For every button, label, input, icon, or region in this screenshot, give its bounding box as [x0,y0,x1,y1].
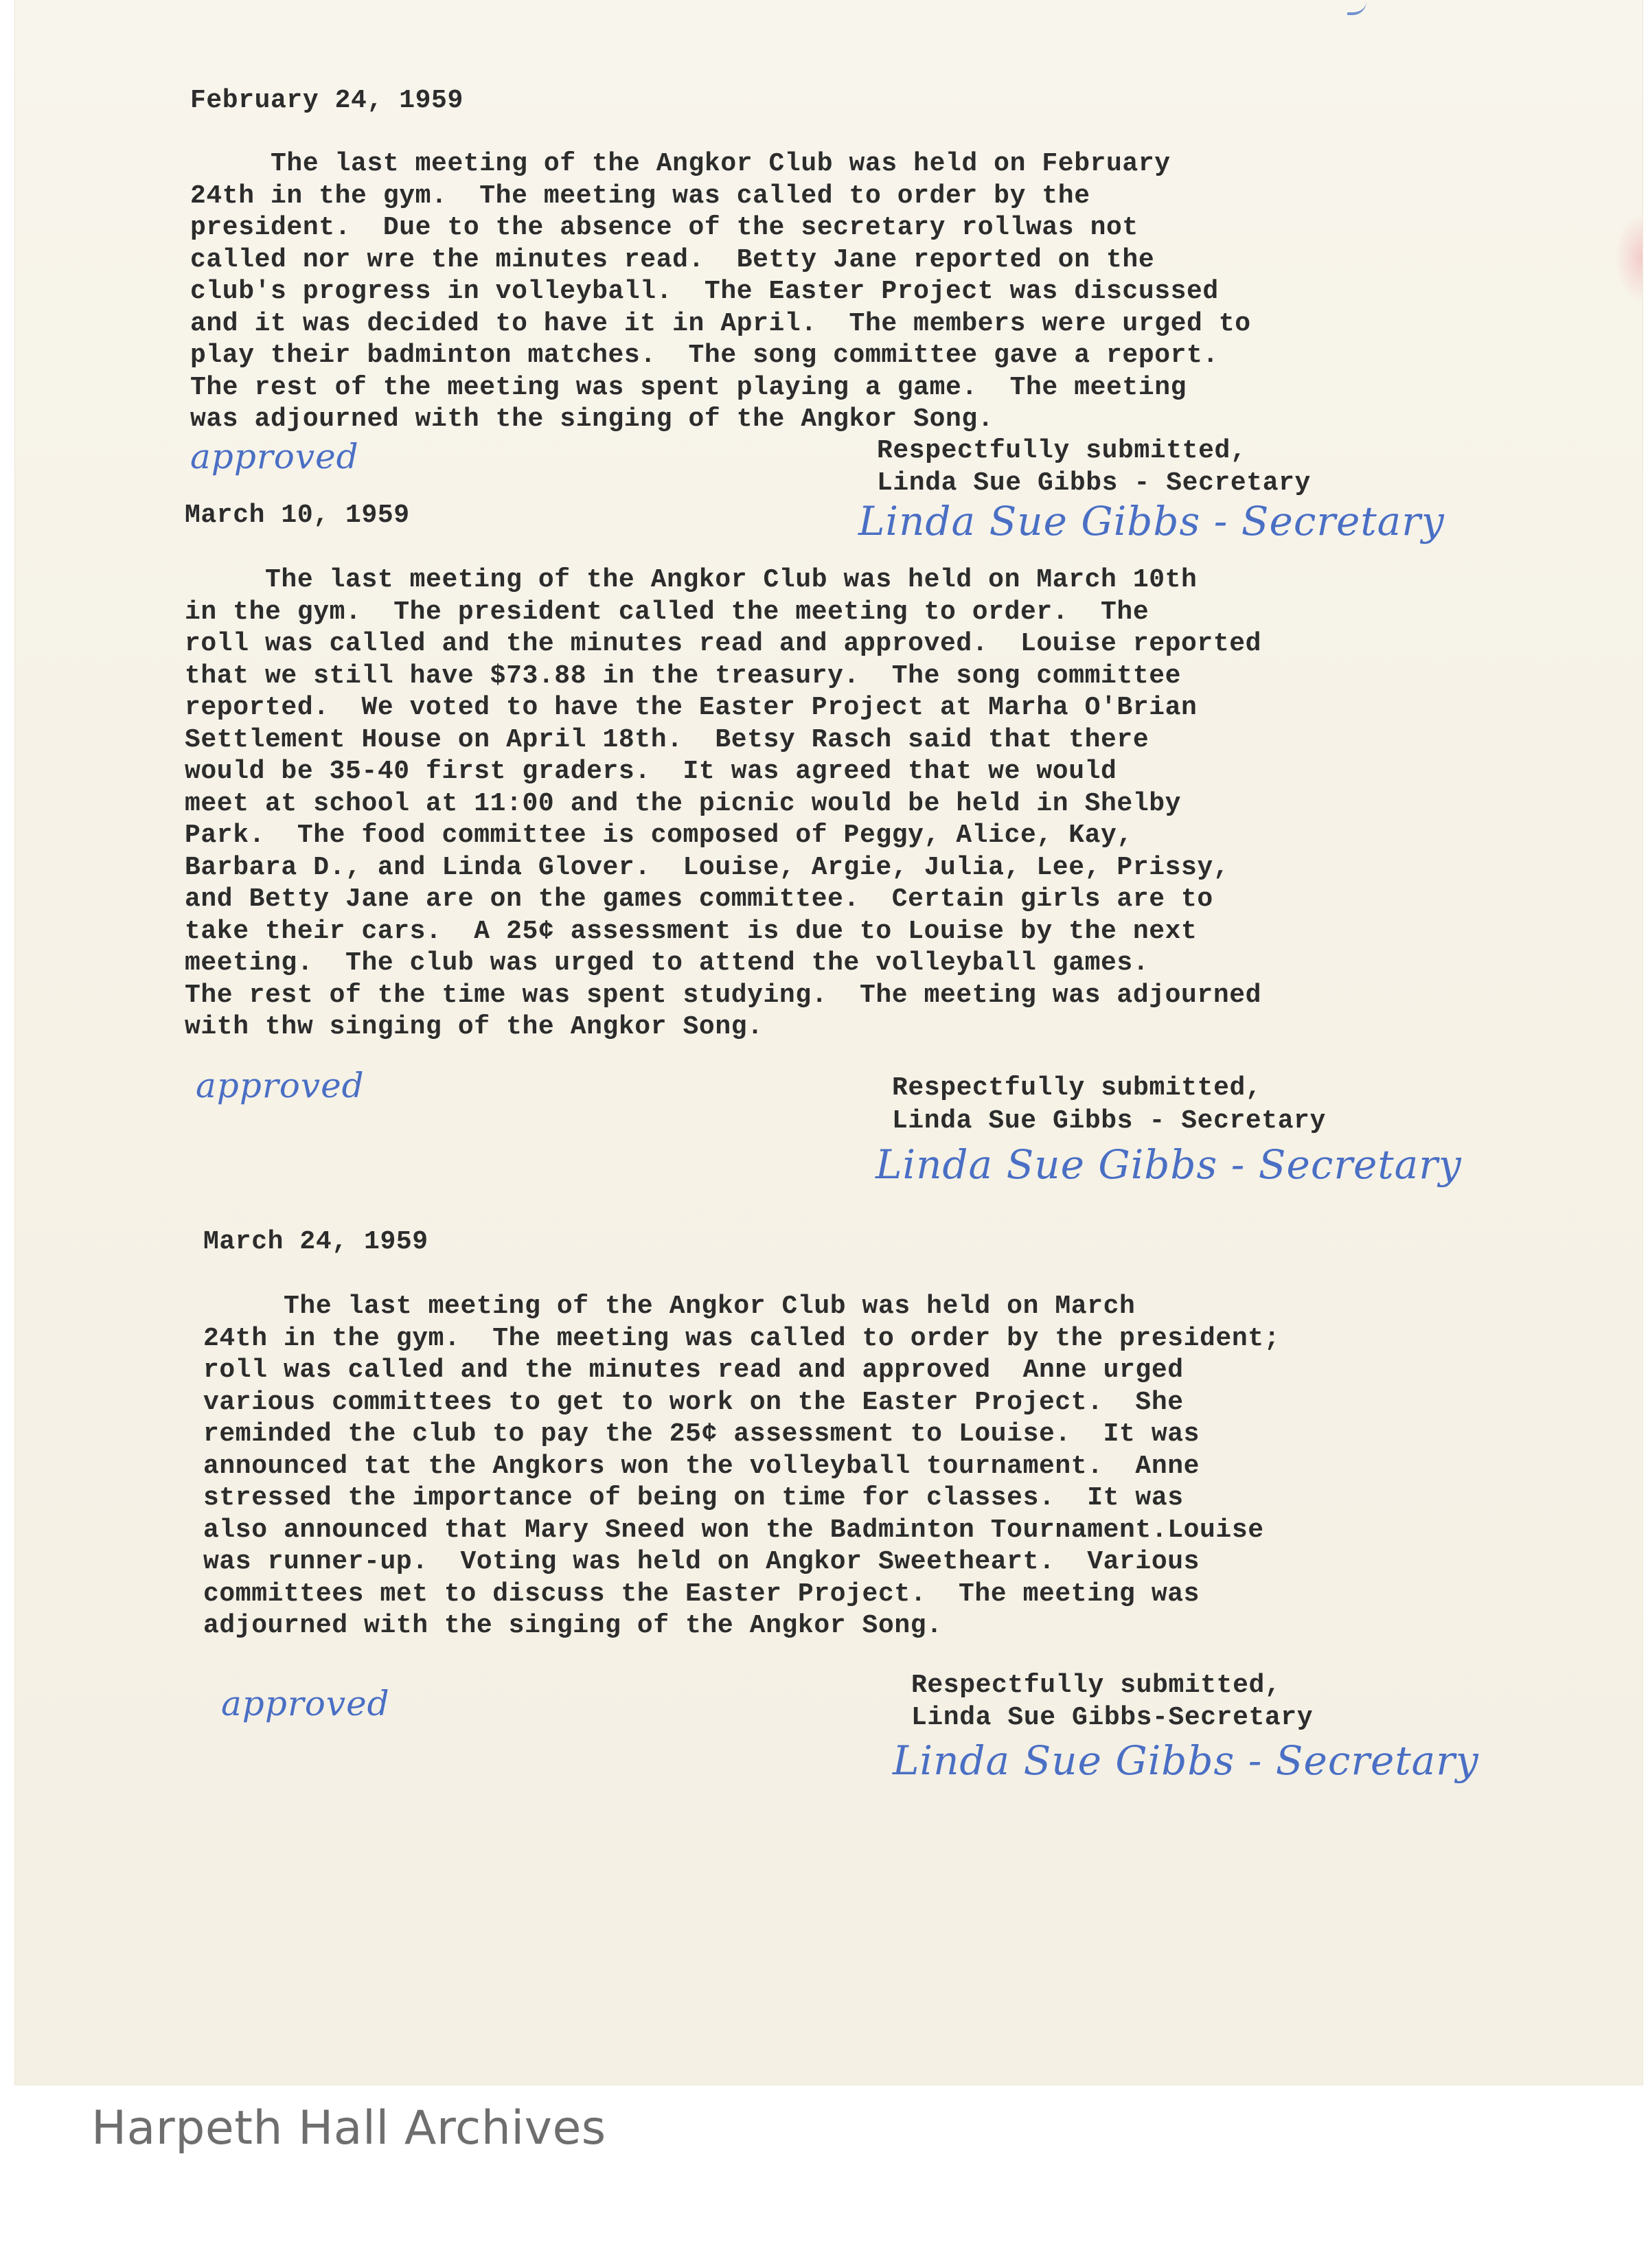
archive-footer: Harpeth Hall Archives [91,2101,606,2155]
handwritten-signature: Linda Sue Gibbs - Secretary [893,1737,1479,1784]
paper-stain [1615,213,1643,302]
body-line: meet at school at 11:00 and the picnic would be held in Shelby [185,788,1182,818]
body-line: with thw singing of the Angkor Song. [185,1012,764,1042]
body-line: adjourned with the singing of the Angkor Song. [203,1611,943,1640]
body-line: various committees to get to work on the Easter Project. She [203,1387,1184,1417]
body-line: reminded the club to pay the 25¢ assessment to Louise. It was [203,1419,1200,1449]
closing-line: Respectfully submitted, [892,1073,1262,1103]
handwritten-signature: Linda Sue Gibbs - Secretary [858,498,1445,545]
entry-date: March 10, 1959 [185,501,410,530]
body-line: reported. We voted to have the Easter Project at Marha O'Brian [185,693,1198,722]
body-line: club's progress in volleyball. The Easter Project was discussed [190,277,1219,306]
typed-signature: Linda Sue Gibbs-Secretary [911,1703,1314,1732]
body-line: 24th in the gym. The meeting was called to order by the [190,181,1090,211]
entry-date: March 24, 1959 [203,1227,428,1257]
handwritten-approval: approved [196,1066,365,1106]
body-line: The last meeting of the Angkor Club was held on March [203,1292,1136,1321]
body-line: was runner-up. Voting was held on Angkor Sweetheart. Various [203,1547,1200,1577]
body-line: announced tat the Angkors won the volleyball tournament. Anne [203,1451,1200,1481]
body-line: take their cars. A 25¢ assessment is due to Louise by the next [185,916,1198,946]
entry-date: February 24, 1959 [190,86,464,115]
entry-body [190,148,1251,436]
body-line: committees met to discuss the Easter Project. The meeting was [203,1579,1200,1609]
ink-mark [1347,0,1366,15]
body-line: and it was decided to have it in April. The members were urged to [190,308,1251,339]
body-line: in the gym. The president called the meeting to order. The [185,597,1149,627]
body-line: also announced that Mary Sneed won the Badminton Tournament.Louise [203,1515,1264,1545]
body-line: Settlement House on April 18th. Betsy Rasch said that there [185,724,1149,755]
closing-line: Respectfully submitted, [911,1671,1281,1700]
body-line: called nor wre the minutes read. Betty Jane reported on the [190,244,1155,275]
body-line: meeting. The club was urged to attend the volleyball games. [185,948,1149,978]
body-line: play their badminton matches. The song committee gave a report. [190,341,1219,370]
body-line: The rest of the time was spent studying. The meeting was adjourned [185,980,1262,1010]
body-line: The last meeting of the Angkor Club was held on February [190,149,1171,179]
body-line: roll was called and the minutes read and approved. Louise reported [185,629,1262,658]
handwritten-signature: Linda Sue Gibbs - Secretary [876,1141,1462,1188]
body-line: president. Due to the absence of the secretary rollwas not [190,213,1138,242]
entry-body [203,1291,1280,1642]
body-line: Barbara D., and Linda Glover. Louise, Argie, Julia, Lee, Prissy, [185,852,1230,882]
handwritten-approval: approved [221,1684,390,1723]
entry-body [185,564,1261,1044]
body-line: and Betty Jane are on the games committee. Certain girls are to [185,884,1213,914]
typed-signature: Linda Sue Gibbs - Secretary [877,468,1311,498]
body-line: 24th in the gym. The meeting was called to order by the president; [203,1323,1281,1353]
body-line: would be 35-40 first graders. It was agreed that we would [185,757,1117,786]
body-line: The last meeting of the Angkor Club was held on March 10th [185,565,1198,595]
closing-line: Respectfully submitted, [877,436,1247,466]
handwritten-approval: approved [190,437,359,477]
body-line: was adjourned with the singing of the Angkor Song. [190,404,994,434]
body-line: roll was called and the minutes read and approved Anne urged [203,1355,1184,1385]
body-line: The rest of the meeting was spent playing a game. The meeting [190,372,1187,402]
body-line: that we still have $73.88 in the treasury. The song committee [185,661,1182,691]
body-line: Park. The food committee is composed of Peggy, Alice, Kay, [185,821,1133,850]
typed-signature: Linda Sue Gibbs - Secretary [892,1106,1326,1136]
body-line: stressed the importance of being on time for classes. It was [203,1483,1184,1513]
